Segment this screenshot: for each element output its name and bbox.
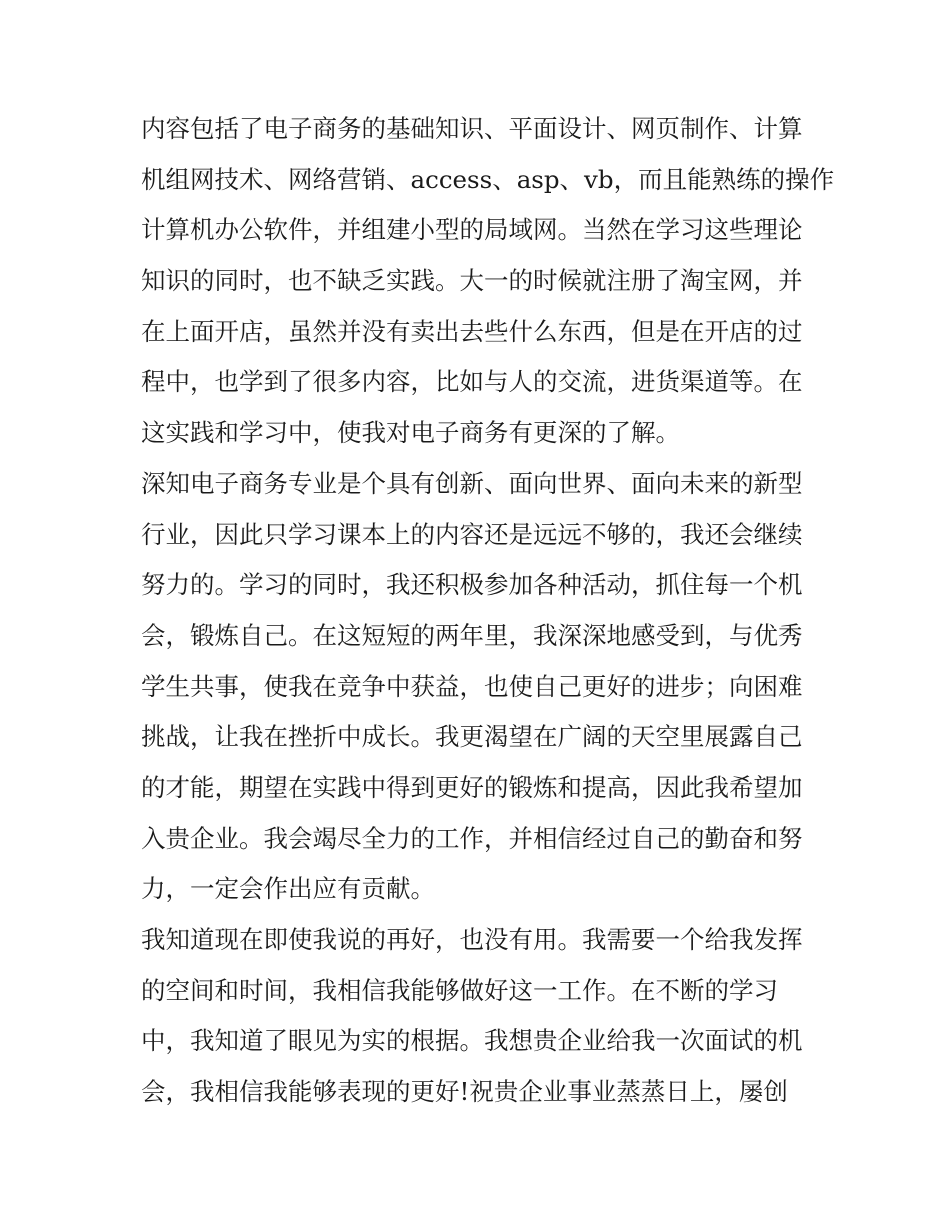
- text-line: 在上面开店，虽然并没有卖出去些什么东西，但是在开店的过: [141, 316, 803, 346]
- text-line: 的空间和时间，我相信我能够做好这一工作。在不断的学习: [141, 975, 778, 1005]
- text-line: 努力的。学习的同时，我还积极参加各种活动，抓住每一个机: [141, 570, 803, 600]
- text-line: 会，锻炼自己。在这短短的两年里，我深深地感受到，与优秀: [141, 620, 803, 650]
- text-line: 程中，也学到了很多内容，比如与人的交流，进货渠道等。在: [141, 367, 803, 397]
- text-line: 计算机办公软件，并组建小型的局域网。当然在学习这些理论: [141, 215, 803, 245]
- text-line: 力，一定会作出应有贡献。: [141, 874, 435, 904]
- text-line: 会，我相信我能够表现的更好!祝贵企业事业蒸蒸日上，屡创: [141, 1077, 788, 1107]
- text-line: 这实践和学习中，使我对电子商务有更深的了解。: [141, 418, 680, 448]
- text-line: 深知电子商务专业是个具有创新、面向世界、面向未来的新型: [141, 468, 803, 498]
- document-body: [141, 104, 835, 1118]
- text-line: 行业，因此只学习课本上的内容还是远远不够的，我还会继续: [141, 519, 803, 549]
- text-line: 机组网技术、网络营销、access、asp、vb，而且能熟练的操作: [141, 164, 835, 194]
- text-line: 知识的同时，也不缺乏实践。大一的时候就注册了淘宝网，并: [141, 266, 803, 296]
- text-line: 学生共事，使我在竞争中获益，也使自己更好的进步；向困难: [141, 671, 803, 701]
- text-line: 中，我知道了眼见为实的根据。我想贵企业给我一次面试的机: [141, 1026, 803, 1056]
- text-line: 的才能，期望在实践中得到更好的锻炼和提高，因此我希望加: [141, 772, 803, 802]
- text-line: 内容包括了电子商务的基础知识、平面设计、网页制作、计算: [141, 114, 803, 143]
- text-line: 我知道现在即使我说的再好，也没有用。我需要一个给我发挥: [141, 925, 803, 954]
- text-line: 挑战，让我在挫折中成长。我更渴望在广阔的天空里展露自己: [141, 722, 803, 752]
- text-line: 入贵企业。我会竭尽全力的工作，并相信经过自己的勤奋和努: [141, 823, 803, 853]
